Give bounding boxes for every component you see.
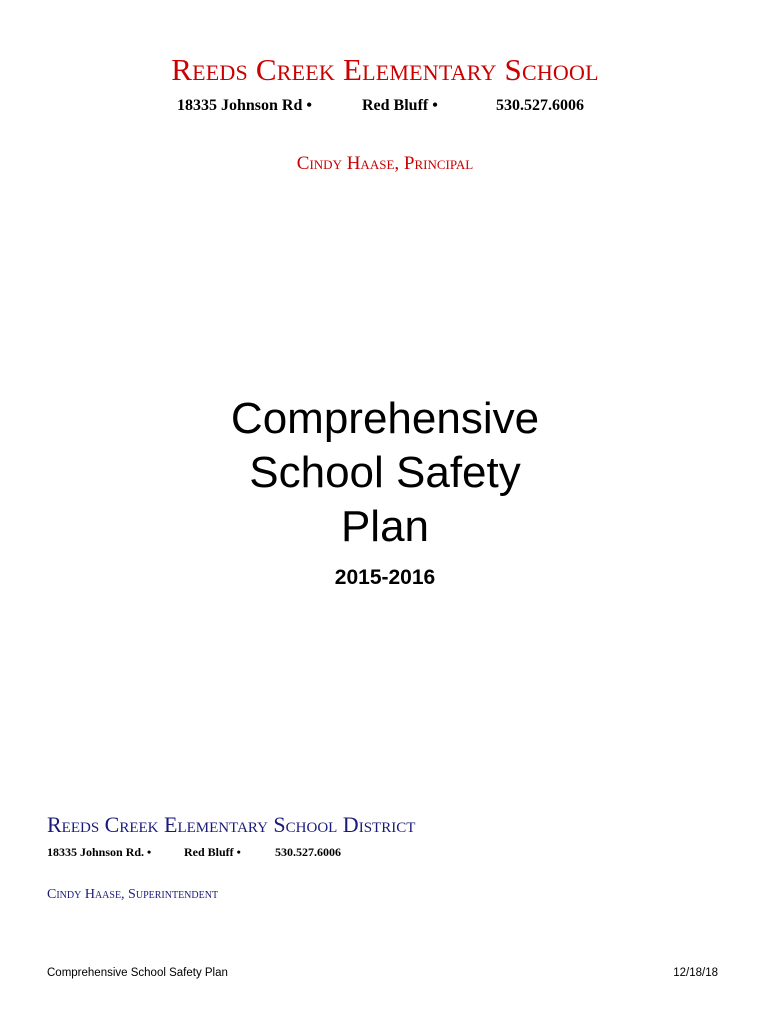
school-year: 2015-2016: [334, 566, 436, 589]
footer-date: 12/18/18: [673, 967, 718, 979]
document-title: [0, 392, 770, 554]
school-city: Red Bluff •: [362, 97, 438, 114]
title-line-3: Plan: [340, 502, 430, 551]
school-phone: 530.527.6006: [496, 97, 584, 114]
school-name-heading: Reeds Creek Elementary School: [171, 52, 599, 87]
school-address-line: [0, 97, 770, 121]
school-street: 18335 Johnson Rd •: [177, 97, 312, 114]
district-name-heading: Reeds Creek Elementary School District: [47, 812, 416, 837]
title-line-2: School Safety: [249, 448, 521, 497]
superintendent-name: Cindy Haase, Superintendent: [47, 887, 219, 902]
district-address-line: [47, 845, 447, 863]
principal-name: Cindy Haase, Principal: [296, 153, 474, 174]
district-city: Red Bluff •: [184, 845, 241, 859]
footer-document-title: Comprehensive School Safety Plan: [47, 967, 228, 979]
district-phone: 530.527.6006: [275, 845, 341, 859]
title-line-1: Comprehensive: [230, 394, 540, 443]
district-street: 18335 Johnson Rd. •: [47, 845, 152, 859]
